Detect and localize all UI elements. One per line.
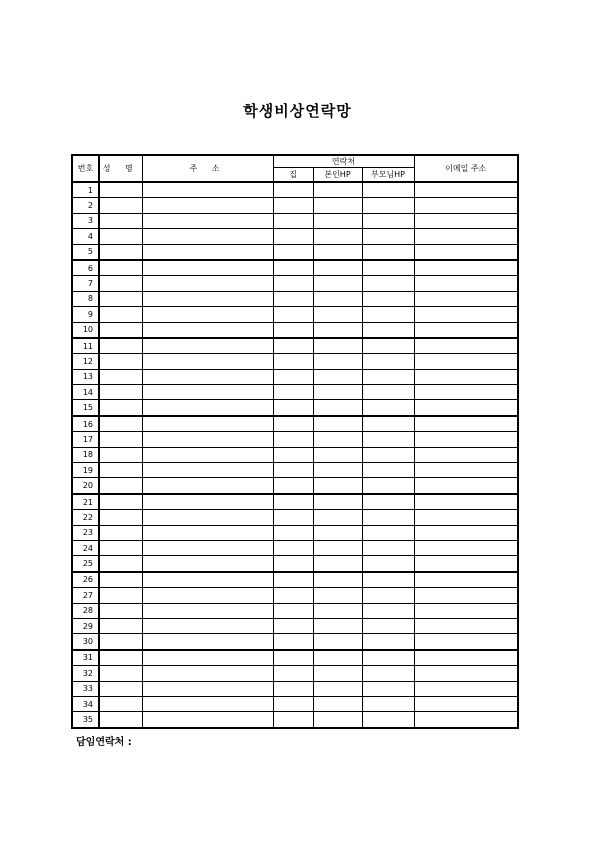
row-number: 9 xyxy=(72,307,99,322)
student-hp-cell[interactable] xyxy=(313,338,362,354)
student-hp-cell[interactable] xyxy=(313,603,362,618)
home-phone-cell[interactable] xyxy=(273,618,313,633)
table-row xyxy=(72,510,518,525)
student-hp-cell[interactable] xyxy=(313,369,362,384)
row-number: 27 xyxy=(72,588,99,603)
table-row xyxy=(72,338,518,354)
student-hp-cell[interactable] xyxy=(313,525,362,540)
address-cell[interactable] xyxy=(142,650,273,666)
address-cell[interactable] xyxy=(142,634,273,650)
address-cell[interactable] xyxy=(142,198,273,213)
email-cell[interactable] xyxy=(414,307,518,322)
address-cell[interactable] xyxy=(142,244,273,260)
parent-hp-cell[interactable] xyxy=(362,666,414,681)
table-row xyxy=(72,307,518,322)
address-cell[interactable] xyxy=(142,712,273,728)
parent-hp-cell[interactable] xyxy=(362,634,414,650)
parent-hp-cell[interactable] xyxy=(362,307,414,322)
home-phone-cell[interactable] xyxy=(273,603,313,618)
name-cell[interactable] xyxy=(99,447,142,462)
home-phone-cell[interactable] xyxy=(273,291,313,306)
row-number: 32 xyxy=(72,666,99,681)
name-cell[interactable] xyxy=(99,338,142,354)
header-email: 이메일 주소 xyxy=(414,155,518,182)
name-cell[interactable] xyxy=(99,478,142,494)
home-phone-cell[interactable] xyxy=(273,650,313,666)
name-cell[interactable] xyxy=(99,540,142,555)
student-hp-cell[interactable] xyxy=(313,494,362,510)
student-hp-cell[interactable] xyxy=(313,478,362,494)
home-phone-cell[interactable] xyxy=(273,712,313,728)
email-cell[interactable] xyxy=(414,463,518,478)
parent-hp-cell[interactable] xyxy=(362,369,414,384)
email-cell[interactable] xyxy=(414,432,518,447)
name-cell[interactable] xyxy=(99,369,142,384)
email-cell[interactable] xyxy=(414,229,518,244)
table-row xyxy=(72,354,518,369)
home-phone-cell[interactable] xyxy=(273,307,313,322)
row-number: 30 xyxy=(72,634,99,650)
table-row xyxy=(72,603,518,618)
table-row xyxy=(72,322,518,338)
address-cell[interactable] xyxy=(142,603,273,618)
row-number: 3 xyxy=(72,213,99,228)
parent-hp-cell[interactable] xyxy=(362,463,414,478)
home-phone-cell[interactable] xyxy=(273,229,313,244)
table-row xyxy=(72,666,518,681)
table-row xyxy=(72,447,518,462)
parent-hp-cell[interactable] xyxy=(362,525,414,540)
address-cell[interactable] xyxy=(142,463,273,478)
home-phone-cell[interactable] xyxy=(273,198,313,213)
address-cell[interactable] xyxy=(142,400,273,416)
email-cell[interactable] xyxy=(414,603,518,618)
header-number: 번호 xyxy=(72,155,99,182)
row-number: 2 xyxy=(72,198,99,213)
name-cell[interactable] xyxy=(99,291,142,306)
header-home-phone: 집 xyxy=(273,168,313,183)
student-hp-cell[interactable] xyxy=(313,432,362,447)
address-cell[interactable] xyxy=(142,666,273,681)
address-cell[interactable] xyxy=(142,354,273,369)
table-row xyxy=(72,681,518,696)
email-cell[interactable] xyxy=(414,681,518,696)
home-phone-cell[interactable] xyxy=(273,634,313,650)
student-hp-cell[interactable] xyxy=(313,666,362,681)
table-row xyxy=(72,400,518,416)
student-hp-cell[interactable] xyxy=(313,416,362,432)
address-cell[interactable] xyxy=(142,276,273,291)
parent-hp-cell[interactable] xyxy=(362,447,414,462)
email-cell[interactable] xyxy=(414,291,518,306)
row-number: 8 xyxy=(72,291,99,306)
table-row xyxy=(72,385,518,400)
row-number: 21 xyxy=(72,494,99,510)
address-cell[interactable] xyxy=(142,696,273,711)
name-cell[interactable] xyxy=(99,588,142,603)
parent-hp-cell[interactable] xyxy=(362,229,414,244)
row-number: 10 xyxy=(72,322,99,338)
address-cell[interactable] xyxy=(142,478,273,494)
email-cell[interactable] xyxy=(414,572,518,588)
student-hp-cell[interactable] xyxy=(313,634,362,650)
home-phone-cell[interactable] xyxy=(273,385,313,400)
name-cell[interactable] xyxy=(99,213,142,228)
email-cell[interactable] xyxy=(414,556,518,572)
student-hp-cell[interactable] xyxy=(313,307,362,322)
parent-hp-cell[interactable] xyxy=(362,681,414,696)
address-cell[interactable] xyxy=(142,260,273,276)
table-row xyxy=(72,588,518,603)
address-cell[interactable] xyxy=(142,556,273,572)
row-number: 19 xyxy=(72,463,99,478)
student-hp-cell[interactable] xyxy=(313,681,362,696)
email-cell[interactable] xyxy=(414,510,518,525)
student-hp-cell[interactable] xyxy=(313,229,362,244)
home-phone-cell[interactable] xyxy=(273,494,313,510)
parent-hp-cell[interactable] xyxy=(362,540,414,555)
address-cell[interactable] xyxy=(142,307,273,322)
home-phone-cell[interactable] xyxy=(273,213,313,228)
address-cell[interactable] xyxy=(142,588,273,603)
name-cell[interactable] xyxy=(99,603,142,618)
parent-hp-cell[interactable] xyxy=(362,244,414,260)
parent-hp-cell[interactable] xyxy=(362,696,414,711)
name-cell[interactable] xyxy=(99,229,142,244)
row-number: 16 xyxy=(72,416,99,432)
student-hp-cell[interactable] xyxy=(313,572,362,588)
email-cell[interactable] xyxy=(414,618,518,633)
address-cell[interactable] xyxy=(142,432,273,447)
student-hp-cell[interactable] xyxy=(313,696,362,711)
table-row xyxy=(72,432,518,447)
student-hp-cell[interactable] xyxy=(313,291,362,306)
email-cell[interactable] xyxy=(414,198,518,213)
name-cell[interactable] xyxy=(99,244,142,260)
student-hp-cell[interactable] xyxy=(313,510,362,525)
email-cell[interactable] xyxy=(414,416,518,432)
parent-hp-cell[interactable] xyxy=(362,291,414,306)
row-number: 24 xyxy=(72,540,99,555)
parent-hp-cell[interactable] xyxy=(362,478,414,494)
parent-hp-cell[interactable] xyxy=(362,198,414,213)
email-cell[interactable] xyxy=(414,244,518,260)
address-cell[interactable] xyxy=(142,681,273,696)
table-row xyxy=(72,478,518,494)
home-phone-cell[interactable] xyxy=(273,182,313,198)
address-cell[interactable] xyxy=(142,572,273,588)
table-row xyxy=(72,650,518,666)
student-hp-cell[interactable] xyxy=(313,540,362,555)
name-cell[interactable] xyxy=(99,385,142,400)
row-number: 31 xyxy=(72,650,99,666)
student-hp-cell[interactable] xyxy=(313,385,362,400)
student-hp-cell[interactable] xyxy=(313,618,362,633)
table-row xyxy=(72,712,518,728)
address-cell[interactable] xyxy=(142,618,273,633)
parent-hp-cell[interactable] xyxy=(362,213,414,228)
table-row xyxy=(72,618,518,633)
parent-hp-cell[interactable] xyxy=(362,432,414,447)
name-cell[interactable] xyxy=(99,322,142,338)
parent-hp-cell[interactable] xyxy=(362,494,414,510)
home-phone-cell[interactable] xyxy=(273,276,313,291)
row-number: 14 xyxy=(72,385,99,400)
email-cell[interactable] xyxy=(414,712,518,728)
name-cell[interactable] xyxy=(99,696,142,711)
name-cell[interactable] xyxy=(99,260,142,276)
row-number: 29 xyxy=(72,618,99,633)
home-phone-cell[interactable] xyxy=(273,354,313,369)
home-phone-cell[interactable] xyxy=(273,525,313,540)
address-cell[interactable] xyxy=(142,510,273,525)
parent-hp-cell[interactable] xyxy=(362,416,414,432)
parent-hp-cell[interactable] xyxy=(362,650,414,666)
row-number: 1 xyxy=(72,182,99,198)
email-cell[interactable] xyxy=(414,260,518,276)
email-cell[interactable] xyxy=(414,540,518,555)
email-cell[interactable] xyxy=(414,354,518,369)
header-name: 성 명 xyxy=(99,155,142,182)
row-number: 23 xyxy=(72,525,99,540)
parent-hp-cell[interactable] xyxy=(362,572,414,588)
email-cell[interactable] xyxy=(414,666,518,681)
home-phone-cell[interactable] xyxy=(273,510,313,525)
table-row xyxy=(72,198,518,213)
address-cell[interactable] xyxy=(142,182,273,198)
row-number: 22 xyxy=(72,510,99,525)
student-hp-cell[interactable] xyxy=(313,588,362,603)
row-number: 5 xyxy=(72,244,99,260)
parent-hp-cell[interactable] xyxy=(362,322,414,338)
name-cell[interactable] xyxy=(99,400,142,416)
row-number: 7 xyxy=(72,276,99,291)
table-row xyxy=(72,229,518,244)
address-cell[interactable] xyxy=(142,447,273,462)
parent-hp-cell[interactable] xyxy=(362,182,414,198)
table-row xyxy=(72,260,518,276)
student-hp-cell[interactable] xyxy=(313,213,362,228)
name-cell[interactable] xyxy=(99,712,142,728)
name-cell[interactable] xyxy=(99,650,142,666)
name-cell[interactable] xyxy=(99,182,142,198)
parent-hp-cell[interactable] xyxy=(362,588,414,603)
name-cell[interactable] xyxy=(99,572,142,588)
student-hp-cell[interactable] xyxy=(313,354,362,369)
home-phone-cell[interactable] xyxy=(273,588,313,603)
email-cell[interactable] xyxy=(414,322,518,338)
home-phone-cell[interactable] xyxy=(273,447,313,462)
home-phone-cell[interactable] xyxy=(273,432,313,447)
student-hp-cell[interactable] xyxy=(313,260,362,276)
address-cell[interactable] xyxy=(142,229,273,244)
row-number: 17 xyxy=(72,432,99,447)
row-number: 11 xyxy=(72,338,99,354)
home-phone-cell[interactable] xyxy=(273,556,313,572)
name-cell[interactable] xyxy=(99,463,142,478)
row-number: 33 xyxy=(72,681,99,696)
row-number: 18 xyxy=(72,447,99,462)
address-cell[interactable] xyxy=(142,369,273,384)
table-row xyxy=(72,525,518,540)
table-row xyxy=(72,291,518,306)
student-hp-cell[interactable] xyxy=(313,556,362,572)
row-number: 34 xyxy=(72,696,99,711)
email-cell[interactable] xyxy=(414,182,518,198)
student-hp-cell[interactable] xyxy=(313,463,362,478)
name-cell[interactable] xyxy=(99,666,142,681)
table-row xyxy=(72,634,518,650)
name-cell[interactable] xyxy=(99,276,142,291)
home-phone-cell[interactable] xyxy=(273,322,313,338)
name-cell[interactable] xyxy=(99,416,142,432)
parent-hp-cell[interactable] xyxy=(362,338,414,354)
home-phone-cell[interactable] xyxy=(273,244,313,260)
home-phone-cell[interactable] xyxy=(273,696,313,711)
row-number: 35 xyxy=(72,712,99,728)
header-student-hp: 본인HP xyxy=(313,168,362,183)
table-row xyxy=(72,463,518,478)
table-row xyxy=(72,416,518,432)
student-hp-cell[interactable] xyxy=(313,400,362,416)
row-number: 13 xyxy=(72,369,99,384)
student-hp-cell[interactable] xyxy=(313,182,362,198)
parent-hp-cell[interactable] xyxy=(362,556,414,572)
name-cell[interactable] xyxy=(99,307,142,322)
name-cell[interactable] xyxy=(99,525,142,540)
home-phone-cell[interactable] xyxy=(273,338,313,354)
student-hp-cell[interactable] xyxy=(313,244,362,260)
row-number: 4 xyxy=(72,229,99,244)
table-row xyxy=(72,494,518,510)
row-number: 12 xyxy=(72,354,99,369)
name-cell[interactable] xyxy=(99,556,142,572)
email-cell[interactable] xyxy=(414,400,518,416)
table-row xyxy=(72,540,518,555)
page-title: 학생비상연락망 xyxy=(243,102,352,120)
home-phone-cell[interactable] xyxy=(273,478,313,494)
email-cell[interactable] xyxy=(414,494,518,510)
home-phone-cell[interactable] xyxy=(273,400,313,416)
address-cell[interactable] xyxy=(142,385,273,400)
name-cell[interactable] xyxy=(99,494,142,510)
name-cell[interactable] xyxy=(99,634,142,650)
name-cell[interactable] xyxy=(99,198,142,213)
student-hp-cell[interactable] xyxy=(313,447,362,462)
address-cell[interactable] xyxy=(142,322,273,338)
parent-hp-cell[interactable] xyxy=(362,712,414,728)
address-cell[interactable] xyxy=(142,213,273,228)
address-cell[interactable] xyxy=(142,416,273,432)
header-address: 주 소 xyxy=(142,155,273,182)
name-cell[interactable] xyxy=(99,681,142,696)
name-cell[interactable] xyxy=(99,432,142,447)
header-contact: 연락처 xyxy=(273,155,414,168)
email-cell[interactable] xyxy=(414,634,518,650)
parent-hp-cell[interactable] xyxy=(362,276,414,291)
email-cell[interactable] xyxy=(414,588,518,603)
home-phone-cell[interactable] xyxy=(273,572,313,588)
home-phone-cell[interactable] xyxy=(273,416,313,432)
parent-hp-cell[interactable] xyxy=(362,260,414,276)
student-hp-cell[interactable] xyxy=(313,650,362,666)
table-row xyxy=(72,244,518,260)
home-phone-cell[interactable] xyxy=(273,540,313,555)
table-row xyxy=(72,572,518,588)
home-phone-cell[interactable] xyxy=(273,681,313,696)
name-cell[interactable] xyxy=(99,510,142,525)
parent-hp-cell[interactable] xyxy=(362,385,414,400)
contact-roster-table xyxy=(71,154,519,729)
row-number: 28 xyxy=(72,603,99,618)
address-cell[interactable] xyxy=(142,494,273,510)
row-number: 25 xyxy=(72,556,99,572)
row-number: 20 xyxy=(72,478,99,494)
email-cell[interactable] xyxy=(414,447,518,462)
email-cell[interactable] xyxy=(414,338,518,354)
email-cell[interactable] xyxy=(414,650,518,666)
row-number: 6 xyxy=(72,260,99,276)
address-cell[interactable] xyxy=(142,525,273,540)
email-cell[interactable] xyxy=(414,369,518,384)
roster-body xyxy=(72,182,518,728)
table-row xyxy=(72,556,518,572)
email-cell[interactable] xyxy=(414,213,518,228)
student-hp-cell[interactable] xyxy=(313,322,362,338)
homeroom-teacher-contact-label: 담임연락처 : xyxy=(76,737,132,748)
address-cell[interactable] xyxy=(142,291,273,306)
email-cell[interactable] xyxy=(414,276,518,291)
address-cell[interactable] xyxy=(142,338,273,354)
parent-hp-cell[interactable] xyxy=(362,354,414,369)
home-phone-cell[interactable] xyxy=(273,666,313,681)
student-hp-cell[interactable] xyxy=(313,276,362,291)
email-cell[interactable] xyxy=(414,478,518,494)
row-number: 15 xyxy=(72,400,99,416)
table-row xyxy=(72,369,518,384)
address-cell[interactable] xyxy=(142,540,273,555)
home-phone-cell[interactable] xyxy=(273,260,313,276)
student-hp-cell[interactable] xyxy=(313,712,362,728)
table-row xyxy=(72,213,518,228)
table-row xyxy=(72,276,518,291)
header-parent-hp: 부모님HP xyxy=(362,168,414,183)
name-cell[interactable] xyxy=(99,354,142,369)
row-number: 26 xyxy=(72,572,99,588)
parent-hp-cell[interactable] xyxy=(362,510,414,525)
parent-hp-cell[interactable] xyxy=(362,400,414,416)
email-cell[interactable] xyxy=(414,525,518,540)
email-cell[interactable] xyxy=(414,696,518,711)
student-hp-cell[interactable] xyxy=(313,198,362,213)
parent-hp-cell[interactable] xyxy=(362,603,414,618)
table-row xyxy=(72,182,518,198)
parent-hp-cell[interactable] xyxy=(362,618,414,633)
home-phone-cell[interactable] xyxy=(273,463,313,478)
home-phone-cell[interactable] xyxy=(273,369,313,384)
email-cell[interactable] xyxy=(414,385,518,400)
table-row xyxy=(72,696,518,711)
name-cell[interactable] xyxy=(99,618,142,633)
